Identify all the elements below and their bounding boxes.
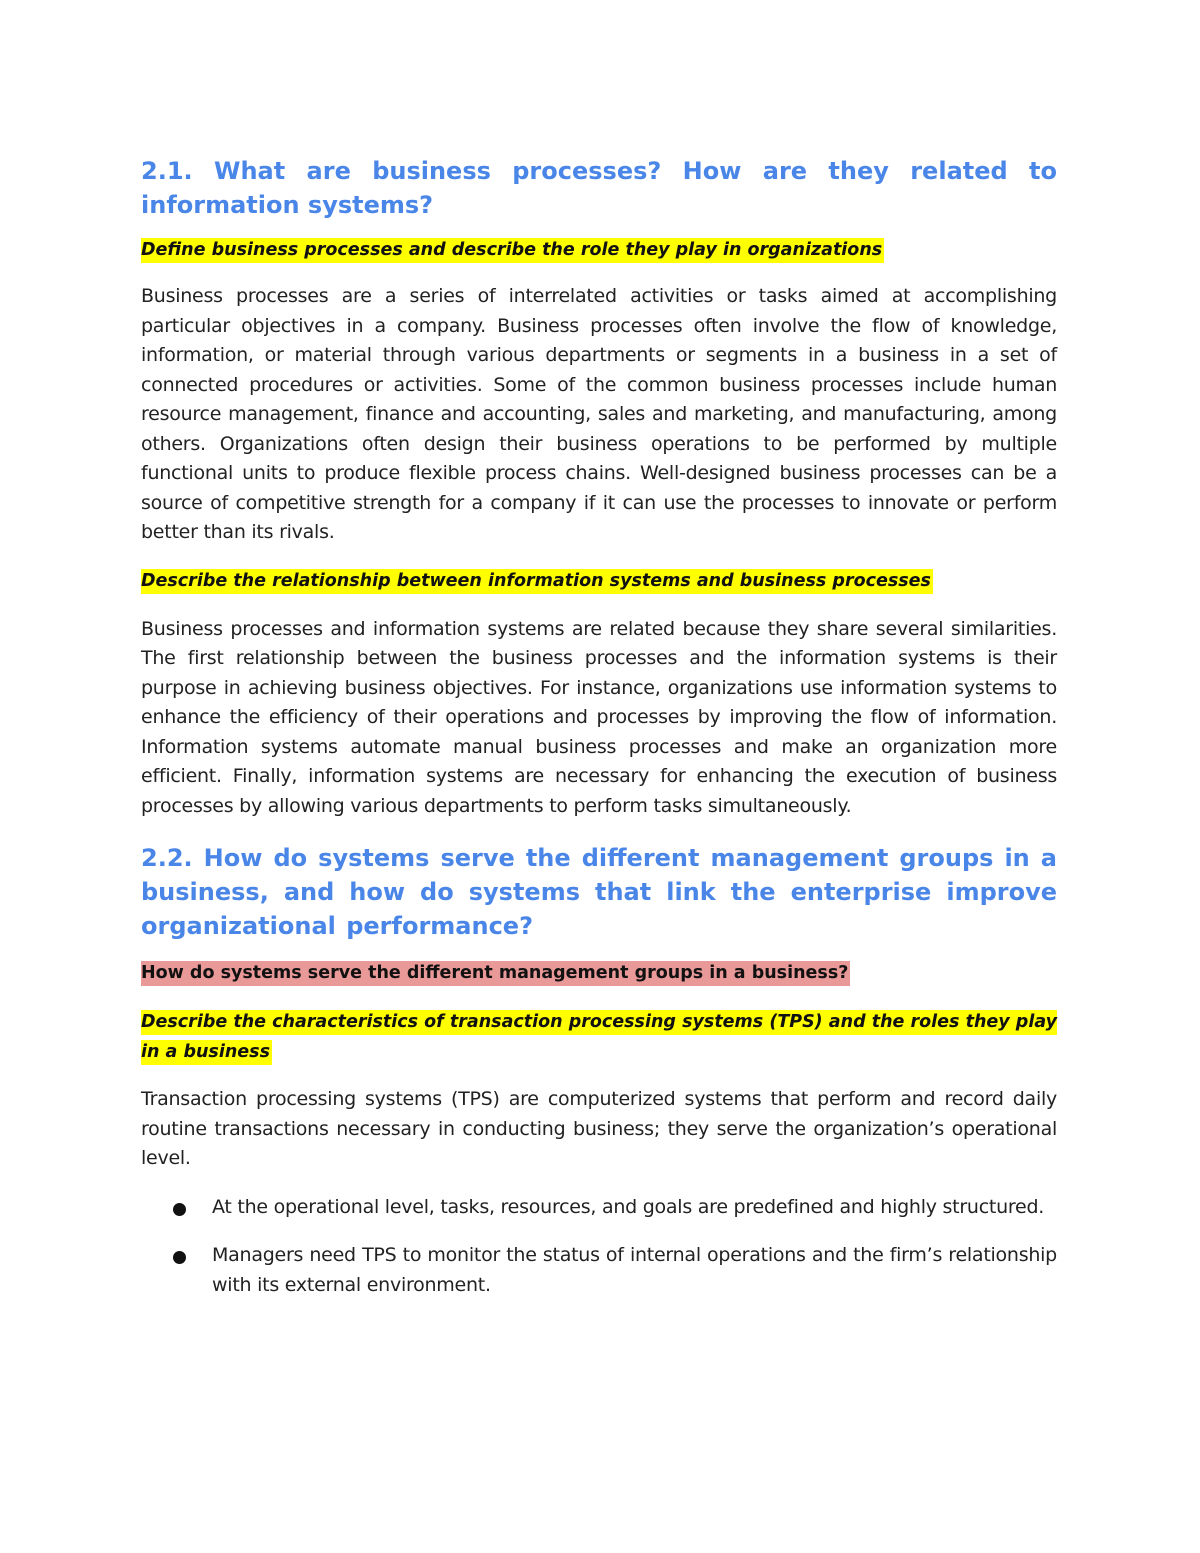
highlighted-question bbox=[141, 958, 1057, 988]
highlight-text: Describe the characteristics of transaction processing systems (TPS) and the roles they play in a business bbox=[141, 1010, 1057, 1065]
list-item-text: At the operational level, tasks, resources, and goals are predefined and highly structured. bbox=[212, 1195, 1045, 1218]
bullet-list bbox=[141, 1193, 1057, 1301]
section-heading-2-1: 2.1. What are business processes? How are they related to information systems? bbox=[141, 157, 1057, 219]
list-item bbox=[141, 1193, 1057, 1223]
highlighted-subheading-relationship bbox=[141, 566, 1057, 596]
paragraph-tps: Transaction processing systems (TPS) are computerized systems that perform and record daily routine transactions necessary in conducting business; they serve the organization’s operational level. bbox=[141, 1088, 1057, 1169]
list-item-text: Managers need TPS to monitor the status of internal operations and the firm’s relationship with its external environment. bbox=[212, 1244, 1057, 1296]
bullet-icon bbox=[173, 1251, 186, 1264]
list-item bbox=[141, 1241, 1057, 1300]
document-page bbox=[141, 150, 1057, 1300]
paragraph-relationship: Business processes and information systems are related because they share several similarities. The first relationship between the business processes and the information systems is their purpose in achieving business objectives. For instance, organizations use information systems to enhance the efficiency of their operations and processes by improving the flow of information. Information systems automate manual business processes and make an organization more efficient. Finally, information systems are necessary for enhancing the execution of business processes by allowing various departments to perform tasks simultaneously. bbox=[141, 617, 1057, 817]
highlight-text: How do systems serve the different management groups in a business? bbox=[141, 961, 850, 986]
paragraph-business-processes: Business processes are a series of interrelated activities or tasks aimed at accomplishing particular objectives in a company. Business processes often involve the flow of knowledge, information, or material through various departments or segments in a business in a set of connected procedures or activities. Some of the common business processes include human resource management, finance and accounting, sales and marketing, and manufacturing, among others. Organizations often design their business operations to be performed by multiple functional units to produce flexible process chains. Well-designed business processes can be a source of competitive strength for a company if it can use the processes to innovate or perform better than its rivals. bbox=[141, 285, 1057, 543]
highlighted-subheading-define bbox=[141, 235, 1057, 265]
highlight-text: Define business processes and describe the role they play in organizations bbox=[141, 238, 884, 263]
section-heading-2-2: 2.2. How do systems serve the different management groups in a business, and how do systems that link the enterprise improve organizational performance? bbox=[141, 844, 1057, 940]
highlighted-subheading-tps bbox=[141, 1007, 1057, 1067]
highlight-text: Describe the relationship between information systems and business processes bbox=[141, 569, 933, 594]
bullet-icon bbox=[173, 1203, 186, 1216]
